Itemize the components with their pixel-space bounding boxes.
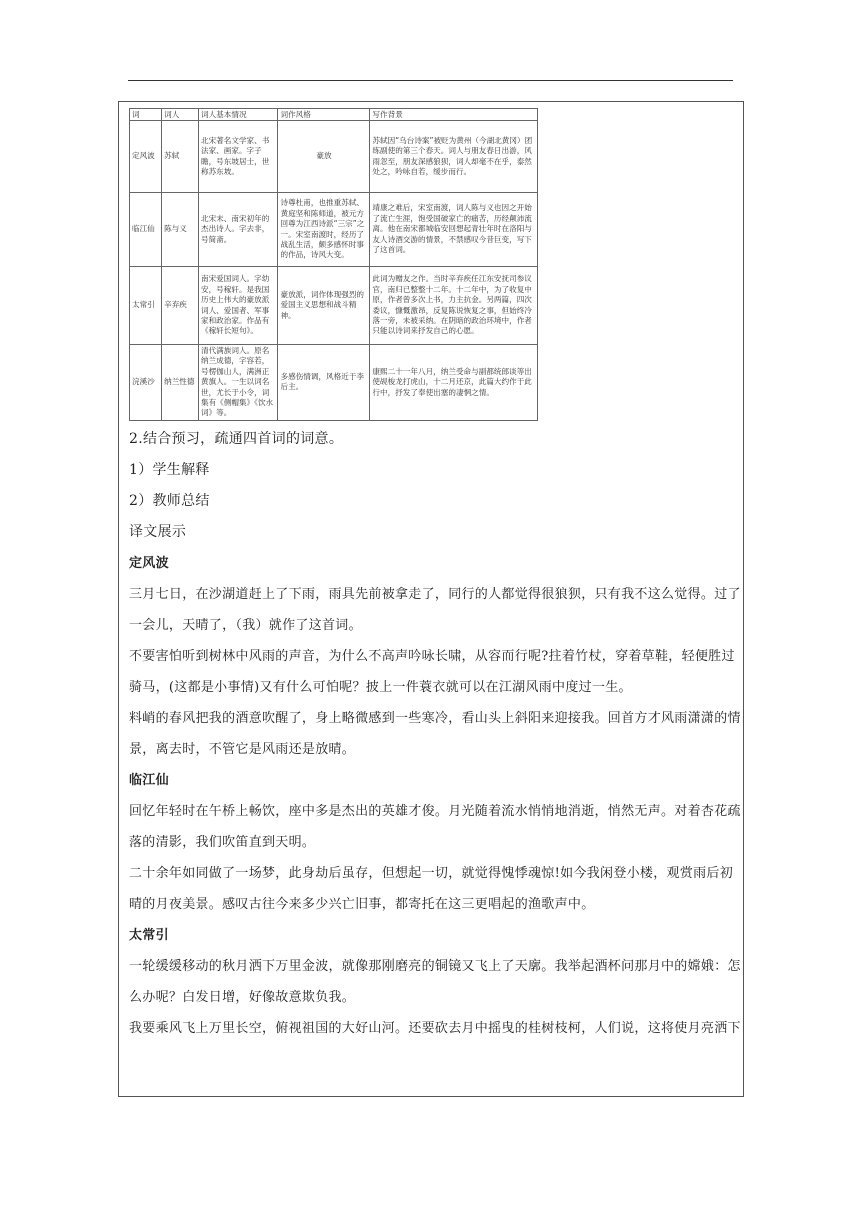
header-ci: 词 (130, 109, 162, 121)
cell-background: 此词为赠友之作。当时辛弃疾任江东安抚司参议官，南归已整整十二年。十二年中，为了收复中原，作者曾多次上书，力主抗金。另两篇，四次委议，慷慨激昂，反复陈说恢复之事，但始终冷落一旁，未被采纳。在阴暗的政治环境中，作者只能以诗词来抒发自己的心愿。 (370, 267, 538, 345)
table-row (130, 121, 538, 193)
section-instruction: 2.结合预习，疏通四首词的词意。 (129, 431, 344, 447)
header-background: 写作背景 (370, 109, 538, 121)
header-style: 词作风格 (278, 109, 370, 121)
cell-bio: 北宋著名文学家、书法家、画家。字子瞻，号东坡居士，世称苏东坡。 (199, 121, 278, 193)
poets-info-table (129, 108, 538, 421)
poem-paragraph: 不要害怕听到树林中风雨的声音，为什么不高声吟咏长啸，从容而行呢?拄着竹杖，穿着草鞋，轻便胜过骑马，(这都是小事情)又有什么可怕呢？披上一件蓑衣就可以在江湖风雨中度过一生。 (129, 649, 735, 695)
poem-paragraph: 我要乘风飞上万里长空，俯视祖国的大好山河。还要砍去月中摇曳的桂树枝柯，人们说，这将使月亮洒下 (129, 1021, 741, 1036)
step-teacher-summary: 2）教师总结 (129, 493, 210, 509)
poem-title: 定风波 (129, 556, 169, 571)
cell-background: 靖康之难后，宋室南渡，词人陈与义也因之开始了流亡生涯，饱受国破家亡的痛苦，历经颠沛流离。他在南宋都城临安回想起青壮年时在洛阳与友人诗酒交游的情景，不禁感叹今昔巨变，写下了这首词。 (370, 193, 538, 267)
cell-bio: 北宋末、南宋初年的杰出诗人。字去非，号简斋。 (199, 193, 278, 267)
header-rule (128, 80, 733, 81)
cell-style: 多感伤情调，风格近于李后主。 (278, 345, 370, 421)
cell-style: 诗尊杜甫，也推重苏轼、黄庭坚和陈师道，被元方回尊为江西诗派“三宗”之一。宋室南渡时，经历了战乱生活，颇多感怀时事的作品，诗风大变。 (278, 193, 370, 267)
cell-ci: 定风波 (130, 121, 162, 193)
poem-paragraph: 三月七日，在沙湖道赶上了下雨，雨具先前被拿走了，同行的人都觉得很狼狈，只有我不这么觉得。过了一会儿，天晴了，（我）就作了这首词。 (129, 587, 741, 633)
cell-ci: 浣溪沙 (130, 345, 162, 421)
cell-ci: 临江仙 (130, 193, 162, 267)
poem-title: 临江仙 (129, 773, 169, 788)
header-bio: 词人基本情况 (199, 109, 278, 121)
table-row (130, 193, 538, 267)
cell-ci: 太常引 (130, 267, 162, 345)
step-student-explain: 1）学生解释 (129, 462, 210, 478)
translation-heading: 译文展示 (129, 524, 187, 540)
cell-bio: 清代满族词人。原名纳兰成德，字容若，号楞伽山人，满洲正黄旗人。一生以词名世，尤长于小令，词集有《侧帽集》《饮水词》等。 (199, 345, 278, 421)
poem-title: 太常引 (129, 928, 169, 943)
cell-bio: 南宋爱国词人。字幼安，号稼轩。是我国历史上伟大的豪放派词人、爱国者、军事家和政治家。作品有《稼轩长短句》。 (199, 267, 278, 345)
poem-paragraph: 回忆年轻时在午桥上畅饮，座中多是杰出的英雄才俊。月光随着流水悄悄地消逝，悄然无声。对着杏花疏落的清影，我们吹笛直到天明。 (129, 804, 741, 850)
table-row (130, 267, 538, 345)
cell-author: 纳兰性德 (162, 345, 199, 421)
cell-background: 苏轼因“乌台诗案”被贬为黄州（今湖北黄冈）团练副使的第三个春天。词人与朋友春日出游，风雨忽至，朋友深感狼狈，词人却毫不在乎，泰然处之，吟咏自若，缓步而行。 (370, 121, 538, 193)
cell-background: 康熙二十一年八月，纳兰受命与副都统郎谈等出使觇梭龙打虎山，十二月还京，此篇大约作于此行中，抒发了奉使出塞的凄惘之情。 (370, 345, 538, 421)
poem-paragraph: 一轮缓缓移动的秋月洒下万里金波，就像那刚磨亮的铜镜又飞上了天廓。我举起酒杯问那月中的嫦娥：怎么办呢？白发日增，好像故意欺负我。 (129, 959, 741, 1005)
table-header-row (130, 109, 538, 121)
table-row (130, 345, 538, 421)
poem-paragraph: 料峭的春风把我的酒意吹醒了，身上略微感到一些寒冷，看山头上斜阳来迎接我。回首方才风雨潇潇的情景，离去时，不管它是风雨还是放晴。 (129, 711, 741, 757)
lesson-text (129, 424, 741, 1044)
cell-style: 豪放派，词作体现强烈的爱国主义思想和战斗精神。 (278, 267, 370, 345)
poem-paragraph: 二十余年如同做了一场梦，此身劫后虽存，但想起一切，就觉得愧悸魂惊!如今我闲登小楼，观赏雨后初晴的月夜美景。感叹古往今来多少兴亡旧事，都寄托在这三更唱起的渔歌声中。 (129, 866, 734, 912)
cell-author: 陈与义 (162, 193, 199, 267)
header-author: 词人 (162, 109, 199, 121)
cell-author: 辛弃疾 (162, 267, 199, 345)
content-frame (118, 101, 744, 1097)
cell-style: 豪放 (278, 121, 370, 193)
cell-author: 苏轼 (162, 121, 199, 193)
